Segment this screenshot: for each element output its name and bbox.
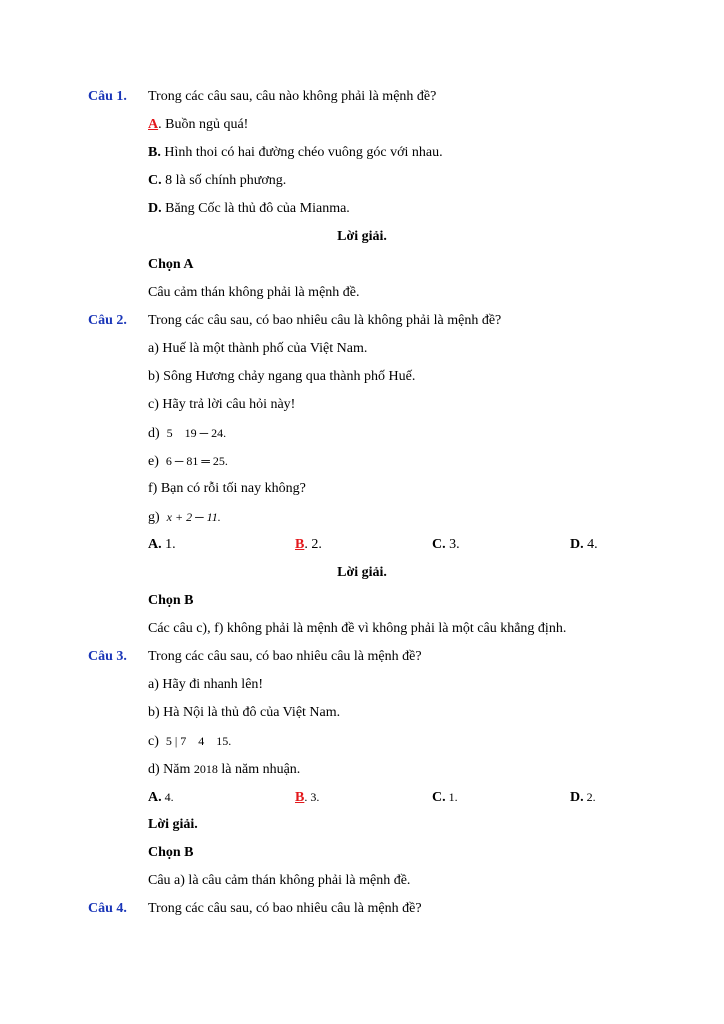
statement-f: f) Bạn có rỗi tối nay không? [148,481,306,496]
explanation: Câu a) là câu cảm thán không phải là mệnh đề. [148,873,411,888]
statement-e: e) 6 ─ 81 ═ 25. [148,454,228,469]
correct-option-letter: B [295,790,305,805]
statement-a: a) Hãy đi nhanh lên! [148,677,264,692]
solution-heading: Lời giải. [337,565,387,580]
question-text: Trong các câu sau, câu nào không phải là mệnh đề? [148,89,437,104]
solution-heading: Lời giải. [148,817,198,832]
math-expression: 2018 [193,762,218,776]
answer-a: A. 4. [148,790,174,805]
math-expression: 6 ─ 81 ═ 25. [165,454,228,468]
statement-c: c) Hãy trả lời câu hỏi này! [148,397,296,412]
question-number: Câu 1. [88,89,127,104]
solution-heading: Lời giải. [337,229,387,244]
math-expression: x + 2 ─ 11. [166,510,221,524]
statement-b: b) Hà Nội là thủ đô của Việt Nam. [148,705,341,720]
question-text: Trong các câu sau, có bao nhiêu câu là mệnh đề? [148,649,422,664]
answer-a: A. 1. [148,537,176,552]
answer-c: C. 1. [432,790,458,805]
option-d: D. Băng Cốc là thủ đô của Mianma. [148,201,350,216]
answer-d: D. 2. [570,790,596,805]
chosen-answer: Chọn A [148,257,194,272]
statement-c: c) 5 | 7 4 15. [148,734,232,749]
statement-d: d) 5 19 ─ 24. [148,426,227,441]
chosen-answer: Chọn B [148,593,194,608]
question-number: Câu 3. [88,649,127,664]
math-expression: 5 | 7 4 15. [165,734,232,748]
math-expression: 5 19 ─ 24. [166,426,227,440]
statement-d: d) Năm 2018 là năm nhuận. [148,762,301,777]
answer-b: B. 3. [295,790,320,805]
chosen-answer: Chọn B [148,845,194,860]
correct-option-letter: A [148,117,159,132]
question-text: Trong các câu sau, có bao nhiêu câu là mệnh đề? [148,901,422,916]
question-number: Câu 2. [88,313,127,328]
answer-c: C. 3. [432,537,460,552]
statement-b: b) Sông Hương chảy ngang qua thành phố Huế. [148,369,416,384]
option-a: A. Buồn ngủ quá! [148,117,249,132]
question-text: Trong các câu sau, có bao nhiêu câu là không phải là mệnh đề? [148,313,502,328]
explanation: Câu cảm thán không phải là mệnh đề. [148,285,360,300]
answer-d: D. 4. [570,537,598,552]
explanation: Các câu c), f) không phải là mệnh đề vì không phải là một câu khẳng định. [148,621,567,636]
option-b: B. Hình thoi có hai đường chéo vuông góc với nhau. [148,145,443,160]
statement-a: a) Huế là một thành phố của Việt Nam. [148,341,368,356]
statement-g: g) x + 2 ─ 11. [148,510,221,525]
question-number: Câu 4. [88,901,127,916]
correct-option-letter: B [295,537,305,552]
option-c: C. 8 là số chính phương. [148,173,287,188]
answer-b: B. 2. [295,537,322,552]
